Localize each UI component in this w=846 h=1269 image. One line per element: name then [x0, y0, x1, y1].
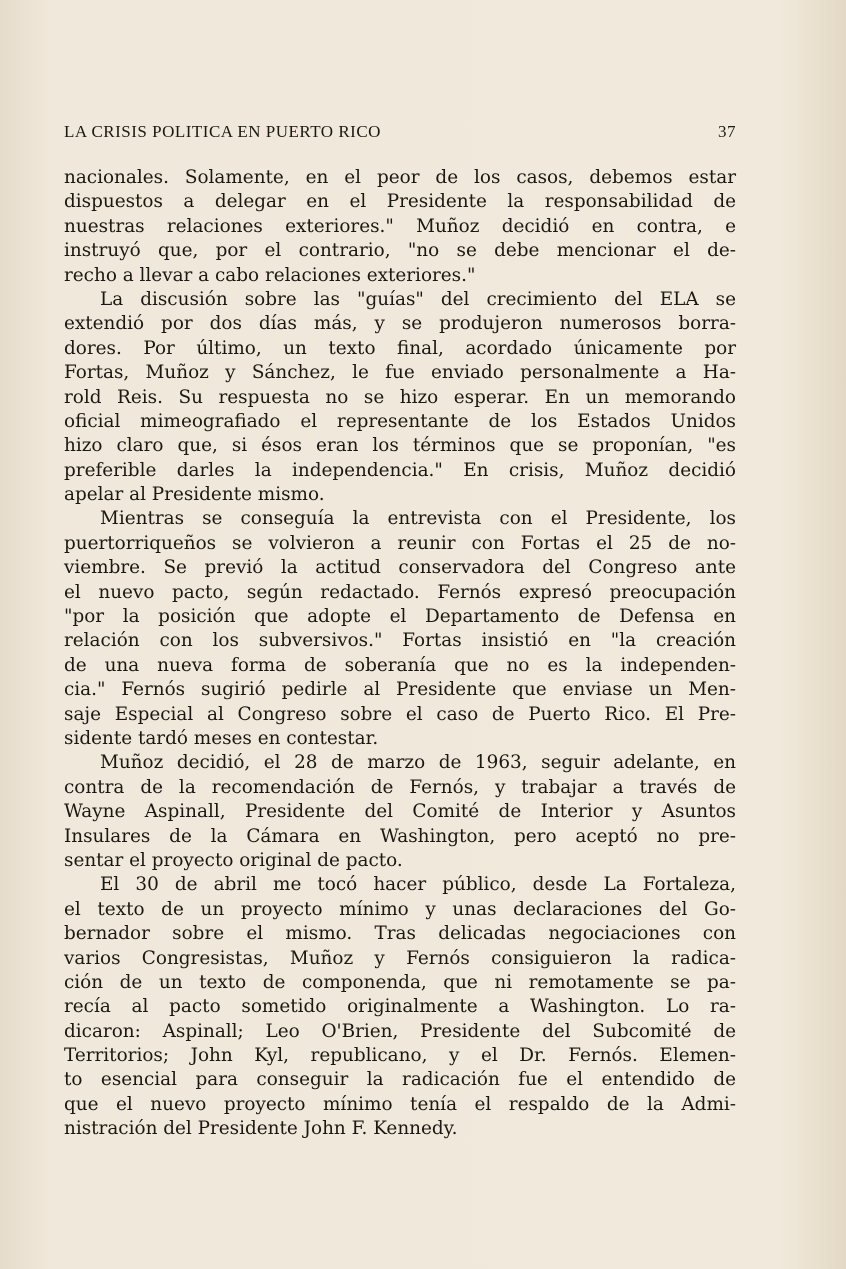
text-line: Wayne Aspinall, Presidente del Comité de Interior y Asuntos [64, 801, 736, 823]
text-line: apelar al Presidente mismo. [64, 484, 325, 506]
text-line: La discusión sobre las "guías" del crecimiento del ELA se [100, 288, 736, 310]
text-line: hizo claro que, si ésos eran los términos que se proponían, "es [64, 435, 736, 457]
text-line: sidente tardó meses en contestar. [64, 727, 379, 749]
text-line: instruyó que, por el contrario, "no se debe mencionar el de- [64, 240, 736, 262]
text-line: puertorriqueños se volvieron a reunir con Fortas el 25 de no- [64, 532, 736, 554]
text-line: el texto de un proyecto mínimo y unas declaraciones del Go- [64, 898, 736, 920]
text-line: Mientras se conseguía la entrevista con el Presidente, los [100, 508, 736, 530]
running-title: LA CRISIS POLITICA EN PUERTO RICO [64, 122, 381, 141]
text-line: contra de la recomendación de Fernós, y trabajar a través de [64, 776, 736, 798]
text-line: cia." Fernós sugirió pedirle al Presidente que enviase un Men- [64, 679, 736, 701]
text-line: dores. Por último, un texto final, acordado únicamente por [64, 337, 736, 359]
text-line: sentar el proyecto original de pacto. [64, 849, 403, 871]
text-line: el nuevo pacto, según redactado. Fernós expresó preocupación [64, 581, 736, 603]
text-line: Territorios; John Kyl, republicano, y el Dr. Fernós. Elemen- [64, 1045, 736, 1067]
text-line: oficial mimeografiado el representante de los Estados Unidos [64, 410, 736, 432]
text-line: Insulares de la Cámara en Washington, pero aceptó no pre- [64, 825, 736, 847]
text-line: de una nueva forma de soberanía que no es la independen- [64, 654, 736, 676]
text-line: preferible darles la independencia." En crisis, Muñoz decidió [64, 459, 736, 481]
text-line: Muñoz decidió, el 28 de marzo de 1963, seguir adelante, en [100, 752, 736, 774]
text-line: relación con los subversivos." Fortas insistió en "la creación [64, 630, 736, 652]
text-line: recho a llevar a cabo relaciones exteriores." [64, 264, 476, 286]
text-line: recía al pacto sometido originalmente a Washington. Lo ra- [64, 996, 736, 1018]
text-line: nacionales. Solamente, en el peor de los casos, debemos estar [64, 167, 736, 188]
text-line: El 30 de abril me tocó hacer público, desde La Fortaleza, [100, 874, 736, 896]
text-line: varios Congresistas, Muñoz y Fernós consiguieron la radica- [64, 947, 736, 969]
body-text [64, 166, 736, 1142]
text-line: extendió por dos días más, y se produjeron numerosos borra- [64, 313, 736, 335]
text-line: "por la posición que adopte el Departamento de Defensa en [64, 606, 736, 628]
text-line: nistración del Presidente John F. Kennedy. [64, 1118, 458, 1140]
text-line: Fortas, Muñoz y Sánchez, le fue enviado personalmente a Ha- [64, 362, 736, 384]
running-header [64, 122, 736, 144]
text-line: saje Especial al Congreso sobre el caso de Puerto Rico. El Pre- [64, 703, 736, 725]
page-number: 37 [718, 122, 736, 141]
text-line: que el nuevo proyecto mínimo tenía el respaldo de la Admi- [64, 1093, 736, 1115]
text-line: rold Reis. Su respuesta no se hizo esperar. En un memorando [64, 386, 736, 408]
text-line: bernador sobre el mismo. Tras delicadas negociaciones con [64, 923, 736, 945]
text-line: viembre. Se previó la actitud conservadora del Congreso ante [64, 557, 736, 579]
text-line: dispuestos a delegar en el Presidente la responsabilidad de [64, 191, 736, 213]
text-line: nuestras relaciones exteriores." Muñoz decidió en contra, e [64, 215, 736, 237]
text-line: ción de un texto de componenda, que ni remotamente se pa- [64, 971, 736, 993]
text-line: dicaron: Aspinall; Leo O'Brien, Presidente del Subcomité de [64, 1020, 736, 1042]
text-line: to esencial para conseguir la radicación fue el entendido de [64, 1069, 736, 1091]
